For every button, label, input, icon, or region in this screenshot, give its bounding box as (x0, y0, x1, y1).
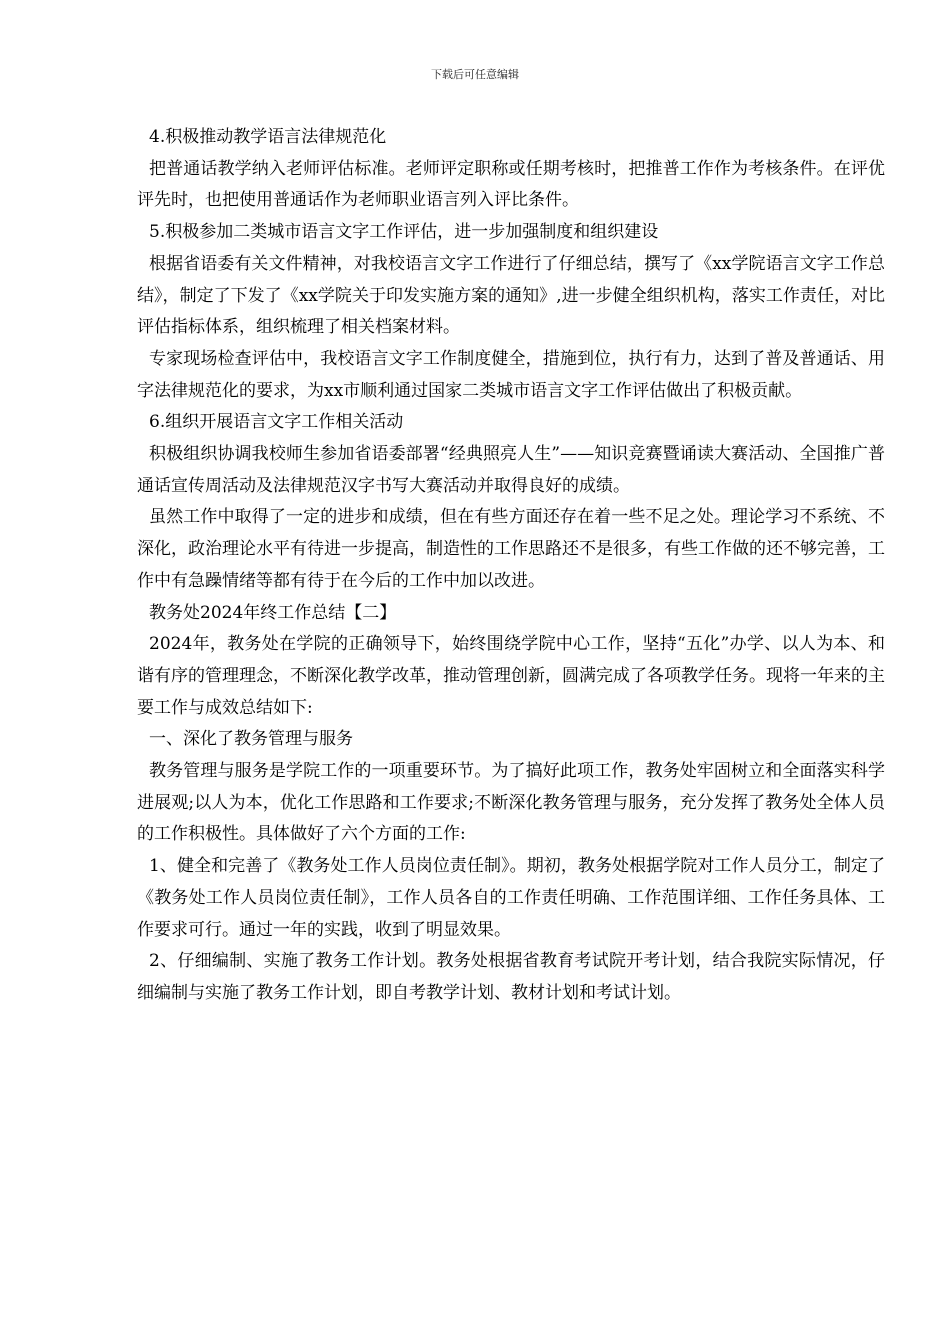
paragraph: 2024年，教务处在学院的正确领导下，始终围绕学院中心工作，坚持“五化”办学、以人为本、和谐有序的管理理念，不断深化教学改革，推动管理创新，圆满完成了各项教学任务。现将一年来的主要工作与成效总结如下: (137, 634, 885, 718)
paragraph: 虽然工作中取得了一定的进步和成绩，但在有些方面还存在着一些不足之处。理论学习不系统、不深化，政治理论水平有待进一步提高，制造性的工作思路还不是很多，有些工作做的还不够完善，工作中有急躁情绪等都有待于在今后的工作中加以改进。 (137, 507, 885, 591)
paragraph: 积极组织协调我校师生参加省语委部署“经典照亮人生”——知识竞赛暨诵读大赛活动、全国推广普通话宣传周活动及法律规范汉字书写大赛活动并取得良好的成绩。 (137, 444, 885, 496)
list-item: 2、仔细编制、实施了教务工作计划。教务处根据省教育考试院开考计划，结合我院实际情况，仔细编制与实施了教务工作计划，即自考教学计划、教材计划和考试计划。 (137, 951, 885, 1003)
paragraph: 教务管理与服务是学院工作的一项重要环节。为了搞好此项工作，教务处牢固树立和全面落实科学进展观;以人为本，优化工作思路和工作要求;不断深化教务管理与服务，充分发挥了教务处全体人员的工作积极性。具体做好了六个方面的工作: (137, 761, 885, 845)
section-heading-5: 5.积极参加二类城市语言文字工作评估，进一步加强制度和组织建设 (149, 222, 659, 243)
header-note: 下载后可任意编辑 (431, 68, 519, 81)
paragraph: 专家现场检查评估中，我校语言文字工作制度健全，措施到位，执行有力，达到了普及普通话、用字法律规范化的要求，为xx市顺利通过国家二类城市语言文字工作评估做出了积极贡献。 (137, 348, 885, 401)
section-heading-6: 6.组织开展语言文字工作相关活动 (149, 412, 404, 433)
paragraph: 根据省语委有关文件精神，对我校语言文字工作进行了仔细总结，撰写了《xx学院语言文字工作总结》，制定了下发了《xx学院关于印发实施方案的通知》,进一步健全组织机构，落实工作责任，对比评估指标体系，组织梳理了相关档案材料。 (137, 253, 885, 338)
paragraph: 把普通话教学纳入老师评估标准。老师评定职称或任期考核时，把推普工作作为考核条件。在评优评先时，也把使用普通话作为老师职业语言列入评比条件。 (137, 158, 885, 211)
list-item: 1、健全和完善了《教务处工作人员岗位责任制》。期初，教务处根据学院对工作人员分工，制定了《教务处工作人员岗位责任制》，工作人员各自的工作责任明确、工作范围详细、工作任务具体、工作要求可行。通过一年的实践，收到了明显效果。 (137, 856, 885, 940)
section-heading-4: 4.积极推动教学语言法律规范化 (149, 127, 387, 147)
section-heading-1: 一、深化了教务管理与服务 (149, 729, 353, 750)
document-body (137, 122, 885, 1010)
document-subtitle: 教务处2024年终工作总结【二】 (149, 602, 397, 623)
